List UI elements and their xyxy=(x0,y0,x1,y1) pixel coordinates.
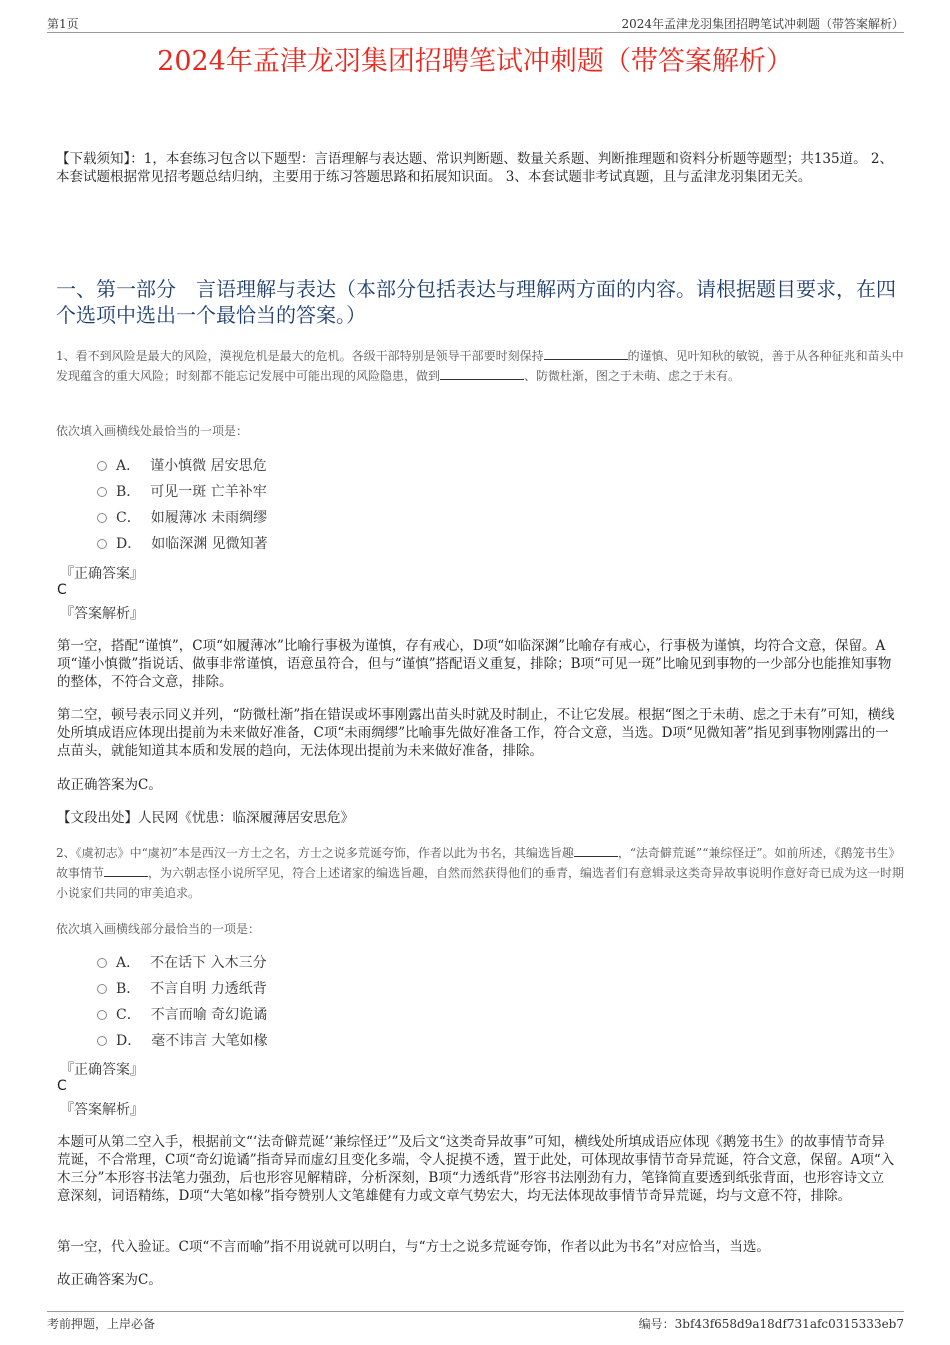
analysis-paragraph: 第一空，代入验证。C项“不言而喻”指不用说就可以明白，与“方士之说多荒诞夸饰，作者以此为书名”对应恰当，当选。 xyxy=(57,1239,770,1255)
radio-icon[interactable] xyxy=(97,984,107,994)
fill-blank xyxy=(104,864,148,877)
answer-value: C xyxy=(57,1078,67,1094)
option-a[interactable]: A． 谨小慎微 居安思危 xyxy=(97,453,268,479)
question-2-prompt: 依次填入画横线部分最恰当的一项是： xyxy=(56,922,261,936)
fill-blank xyxy=(440,367,524,380)
question-2-stem: 2、《虞初志》中“虞初”本是西汉一方士之名，方士之说多荒诞夸饰，作者以此为书名，其编选旨趣 ，“法奇僻荒诞”“兼综怪迂”。如前所述，《鹅笼书生》故事情节 ，为六朝志怪小说所罕见，符合上述诸家的编选旨趣，自然而然获得他们的垂青，编选者们有意辑录这类奇异故事说明作意好奇已成为这一时期小说家们共同的审美追求。 xyxy=(56,846,905,900)
option-d[interactable]: D． 如临深渊 见微知著 xyxy=(97,531,268,557)
header-doc-title: 2024年孟津龙羽集团招聘笔试冲刺题（带答案解析） xyxy=(621,17,904,31)
analysis-conclusion: 故正确答案为C。 xyxy=(57,777,162,793)
fill-blank xyxy=(544,347,628,360)
radio-icon[interactable] xyxy=(97,487,107,497)
page-footer xyxy=(47,1311,904,1332)
page-title: 2024年孟津龙羽集团招聘笔试冲刺题（带答案解析） xyxy=(157,46,793,77)
radio-icon[interactable] xyxy=(97,539,107,549)
download-notice: 【下载须知】：1，本套练习包含以下题型：言语理解与表达题、常识判断题、数量关系题、判断推理题和资料分析题等题型；共135道。 2、本套试题根据常见招考题总结归纳，主要用于练习答题思路和拓展知识面。 3、本套试题非考试真题，且与孟津龙羽集团无关。 xyxy=(56,151,893,185)
footer-doc-id: 编号：3bf43f658d9a18df731afc0315333eb7 xyxy=(638,1317,904,1331)
option-d[interactable]: D． 毫不讳言 大笔如椽 xyxy=(97,1028,268,1054)
question-1-stem: 1、看不到风险是最大的风险，漠视危机是最大的危机。各级干部特别是领导干部要时刻保持 的谨慎、见叶知秋的敏锐，善于从各种征兆和苗头中发现蕴含的重大风险；时刻都不能忘记发展中可能出现的风险隐患，做到 、防微杜渐，图之于未萌、虑之于未有。 xyxy=(56,349,904,383)
option-c[interactable]: C． 不言而喻 奇幻诡谲 xyxy=(97,1002,268,1028)
radio-icon[interactable] xyxy=(97,513,107,523)
answer-label: 『正确答案』 xyxy=(60,1062,144,1078)
page-number: 第1页 xyxy=(47,17,79,31)
radio-icon[interactable] xyxy=(97,1010,107,1020)
page-header xyxy=(47,14,904,33)
option-c[interactable]: C． 如履薄冰 未雨绸缪 xyxy=(97,505,268,531)
answer-value: C xyxy=(57,582,67,598)
analysis-conclusion: 故正确答案为C。 xyxy=(57,1272,162,1288)
option-b[interactable]: B． 不言自明 力透纸背 xyxy=(97,976,268,1002)
source-citation: 【文段出处】人民网《忧患：临深履薄居安思危》 xyxy=(57,810,354,826)
footer-slogan: 考前押题，上岸必备 xyxy=(47,1317,156,1331)
section-heading: 一、第一部分 言语理解与表达（本部分包括表达与理解两方面的内容。请根据题目要求，在四个选项中选出一个最恰当的答案。） xyxy=(56,277,896,327)
radio-icon[interactable] xyxy=(97,1036,107,1046)
fill-blank xyxy=(574,844,618,857)
analysis-paragraph: 第一空，搭配“谨慎”，C项“如履薄冰”比喻行事极为谨慎，存有戒心，D项“如临深渊”比喻存有戒心，行事极为谨慎，均符合文意，保留。A项“谨小慎微”指说话、做事非常谨慎，语意虽符合，但与“谨慎”搭配语义重复，排除；B项“可见一斑”比喻见到事物的一少部分也能推知事物的整体，不符合文意，排除。 xyxy=(57,638,892,690)
radio-icon[interactable] xyxy=(97,461,107,471)
option-b[interactable]: B． 可见一斑 亡羊补牢 xyxy=(97,479,268,505)
analysis-paragraph: 第二空，顿号表示同义并列，“防微杜渐”指在错误或坏事刚露出苗头时就及时制止，不让它发展。根据“图之于未萌、虑之于未有”可知，横线处所填成语应体现出提前为未来做好准备，C项“未雨绸缪”比喻事先做好准备工作，符合文意，当选。D项“见微知著”指见到事物刚露出的一点苗头，就能知道其本质和发展的趋向，无法体现出提前为未来做好准备，排除。 xyxy=(57,707,895,759)
answer-label: 『正确答案』 xyxy=(60,566,144,582)
question-1-options xyxy=(97,453,268,557)
radio-icon[interactable] xyxy=(97,958,107,968)
analysis-label: 『答案解析』 xyxy=(60,1102,144,1118)
question-2-options xyxy=(97,950,268,1054)
option-a[interactable]: A． 不在话下 入木三分 xyxy=(97,950,268,976)
analysis-paragraph: 本题可从第二空入手，根据前文“‘法奇僻荒诞’‘兼综怪迂’”及后文“这类奇异故事”可知，横线处所填成语应体现《鹅笼书生》的故事情节奇异荒诞，不合常理，C项“奇幻诡谲”指奇异而虚幻且变化多端，令人捉摸不透，置于此处，可体现故事情节奇异荒诞，符合文意，保留。A项“入木三分”本形容书法笔力强劲，后也形容见解精辟，分析深刻，B项“力透纸背”形容书法刚劲有力，笔锋简直要透到纸张背面，也形容诗文立意深刻，词语精练，D项“大笔如椽”指夸赞别人文笔雄健有力或文章气势宏大，均无法体现故事情节奇异荒诞，均与文意不符，排除。 xyxy=(57,1134,895,1204)
analysis-label: 『答案解析』 xyxy=(60,606,144,622)
question-1-prompt: 依次填入画横线处最恰当的一项是： xyxy=(56,424,249,438)
